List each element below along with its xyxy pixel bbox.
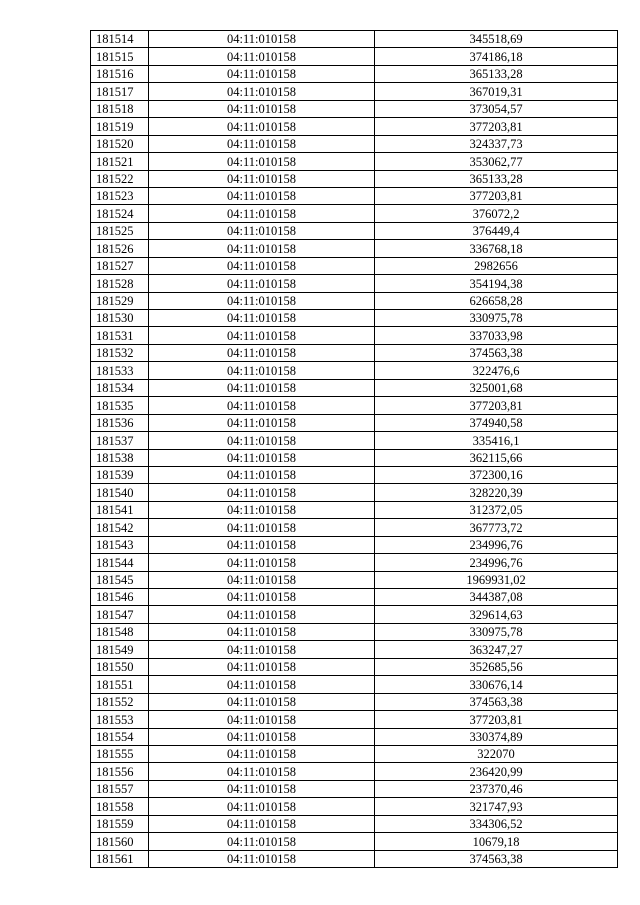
row-value-cell: 337033,98 — [375, 327, 618, 344]
row-code-cell: 04:11:010158 — [149, 519, 375, 536]
row-code-cell: 04:11:010158 — [149, 222, 375, 239]
row-id-cell: 181556 — [91, 763, 149, 780]
table-row — [91, 763, 618, 780]
table-row — [91, 257, 618, 274]
row-code-cell: 04:11:010158 — [149, 414, 375, 431]
row-id-cell: 181540 — [91, 484, 149, 501]
row-code-cell: 04:11:010158 — [149, 379, 375, 396]
table-row — [91, 815, 618, 832]
row-code-cell: 04:11:010158 — [149, 135, 375, 152]
row-code-cell: 04:11:010158 — [149, 31, 375, 48]
row-code-cell: 04:11:010158 — [149, 501, 375, 518]
row-code-cell: 04:11:010158 — [149, 65, 375, 82]
table-row — [91, 501, 618, 518]
row-value-cell: 374563,38 — [375, 344, 618, 361]
row-code-cell: 04:11:010158 — [149, 798, 375, 815]
row-value-cell: 374186,18 — [375, 48, 618, 65]
row-value-cell: 330975,78 — [375, 310, 618, 327]
row-value-cell: 365133,28 — [375, 170, 618, 187]
row-id-cell: 181539 — [91, 466, 149, 483]
row-value-cell: 363247,27 — [375, 641, 618, 658]
table-row — [91, 571, 618, 588]
table-row — [91, 240, 618, 257]
row-id-cell: 181545 — [91, 571, 149, 588]
row-id-cell: 181520 — [91, 135, 149, 152]
row-code-cell: 04:11:010158 — [149, 484, 375, 501]
row-code-cell: 04:11:010158 — [149, 449, 375, 466]
row-value-cell: 10679,18 — [375, 833, 618, 850]
row-code-cell: 04:11:010158 — [149, 676, 375, 693]
row-code-cell: 04:11:010158 — [149, 658, 375, 675]
row-code-cell: 04:11:010158 — [149, 571, 375, 588]
table-row — [91, 153, 618, 170]
table-row — [91, 344, 618, 361]
row-id-cell: 181546 — [91, 589, 149, 606]
table-row — [91, 205, 618, 222]
table-row — [91, 397, 618, 414]
row-code-cell: 04:11:010158 — [149, 83, 375, 100]
row-id-cell: 181517 — [91, 83, 149, 100]
row-code-cell: 04:11:010158 — [149, 257, 375, 274]
row-value-cell: 234996,76 — [375, 536, 618, 553]
row-code-cell: 04:11:010158 — [149, 362, 375, 379]
table-row — [91, 118, 618, 135]
table-row — [91, 292, 618, 309]
row-id-cell: 181558 — [91, 798, 149, 815]
row-value-cell: 374563,38 — [375, 850, 618, 867]
row-code-cell: 04:11:010158 — [149, 711, 375, 728]
row-code-cell: 04:11:010158 — [149, 641, 375, 658]
row-id-cell: 181535 — [91, 397, 149, 414]
row-value-cell: 330374,89 — [375, 728, 618, 745]
row-code-cell: 04:11:010158 — [149, 745, 375, 762]
table-row — [91, 745, 618, 762]
row-value-cell: 367773,72 — [375, 519, 618, 536]
row-code-cell: 04:11:010158 — [149, 693, 375, 710]
row-id-cell: 181521 — [91, 153, 149, 170]
row-code-cell: 04:11:010158 — [149, 606, 375, 623]
row-code-cell: 04:11:010158 — [149, 780, 375, 797]
row-code-cell: 04:11:010158 — [149, 118, 375, 135]
row-id-cell: 181552 — [91, 693, 149, 710]
row-code-cell: 04:11:010158 — [149, 327, 375, 344]
table-row — [91, 623, 618, 640]
row-value-cell: 321747,93 — [375, 798, 618, 815]
row-id-cell: 181524 — [91, 205, 149, 222]
row-value-cell: 330676,14 — [375, 676, 618, 693]
table-row — [91, 466, 618, 483]
row-value-cell: 336768,18 — [375, 240, 618, 257]
row-code-cell: 04:11:010158 — [149, 833, 375, 850]
row-code-cell: 04:11:010158 — [149, 589, 375, 606]
row-id-cell: 181514 — [91, 31, 149, 48]
row-value-cell: 372300,16 — [375, 466, 618, 483]
row-value-cell: 377203,81 — [375, 118, 618, 135]
row-id-cell: 181548 — [91, 623, 149, 640]
table-row — [91, 676, 618, 693]
row-id-cell: 181528 — [91, 275, 149, 292]
row-id-cell: 181553 — [91, 711, 149, 728]
row-code-cell: 04:11:010158 — [149, 292, 375, 309]
table-row — [91, 135, 618, 152]
row-id-cell: 181561 — [91, 850, 149, 867]
row-code-cell: 04:11:010158 — [149, 205, 375, 222]
row-value-cell: 376072,2 — [375, 205, 618, 222]
row-id-cell: 181529 — [91, 292, 149, 309]
table-row — [91, 83, 618, 100]
row-code-cell: 04:11:010158 — [149, 432, 375, 449]
row-code-cell: 04:11:010158 — [149, 815, 375, 832]
table-row — [91, 275, 618, 292]
row-id-cell: 181559 — [91, 815, 149, 832]
row-id-cell: 181538 — [91, 449, 149, 466]
table-row — [91, 711, 618, 728]
row-value-cell: 377203,81 — [375, 187, 618, 204]
row-code-cell: 04:11:010158 — [149, 466, 375, 483]
table-row — [91, 310, 618, 327]
row-id-cell: 181533 — [91, 362, 149, 379]
table-row — [91, 379, 618, 396]
table-row — [91, 554, 618, 571]
table-row — [91, 327, 618, 344]
row-id-cell: 181554 — [91, 728, 149, 745]
row-id-cell: 181534 — [91, 379, 149, 396]
table-row — [91, 589, 618, 606]
table-row — [91, 222, 618, 239]
row-value-cell: 325001,68 — [375, 379, 618, 396]
row-value-cell: 354194,38 — [375, 275, 618, 292]
row-id-cell: 181530 — [91, 310, 149, 327]
row-id-cell: 181531 — [91, 327, 149, 344]
row-code-cell: 04:11:010158 — [149, 397, 375, 414]
row-value-cell: 374940,58 — [375, 414, 618, 431]
row-value-cell: 352685,56 — [375, 658, 618, 675]
row-value-cell: 376449,4 — [375, 222, 618, 239]
row-id-cell: 181555 — [91, 745, 149, 762]
row-id-cell: 181544 — [91, 554, 149, 571]
row-id-cell: 181527 — [91, 257, 149, 274]
table-row — [91, 48, 618, 65]
row-value-cell: 362115,66 — [375, 449, 618, 466]
row-code-cell: 04:11:010158 — [149, 763, 375, 780]
row-id-cell: 181522 — [91, 170, 149, 187]
row-value-cell: 345518,69 — [375, 31, 618, 48]
table-row — [91, 65, 618, 82]
table-row — [91, 693, 618, 710]
row-id-cell: 181547 — [91, 606, 149, 623]
row-value-cell: 330975,78 — [375, 623, 618, 640]
table-row — [91, 484, 618, 501]
table-row — [91, 449, 618, 466]
table-row — [91, 432, 618, 449]
row-code-cell: 04:11:010158 — [149, 850, 375, 867]
row-value-cell: 626658,28 — [375, 292, 618, 309]
row-id-cell: 181526 — [91, 240, 149, 257]
row-id-cell: 181550 — [91, 658, 149, 675]
row-id-cell: 181518 — [91, 100, 149, 117]
row-value-cell: 377203,81 — [375, 711, 618, 728]
row-value-cell: 334306,52 — [375, 815, 618, 832]
row-id-cell: 181519 — [91, 118, 149, 135]
table-row — [91, 780, 618, 797]
row-id-cell: 181560 — [91, 833, 149, 850]
row-id-cell: 181523 — [91, 187, 149, 204]
table-row — [91, 798, 618, 815]
row-value-cell: 322476,6 — [375, 362, 618, 379]
row-code-cell: 04:11:010158 — [149, 554, 375, 571]
row-value-cell: 236420,99 — [375, 763, 618, 780]
row-value-cell: 367019,31 — [375, 83, 618, 100]
row-value-cell: 237370,46 — [375, 780, 618, 797]
row-value-cell: 324337,73 — [375, 135, 618, 152]
row-code-cell: 04:11:010158 — [149, 100, 375, 117]
row-value-cell: 328220,39 — [375, 484, 618, 501]
row-value-cell: 365133,28 — [375, 65, 618, 82]
row-code-cell: 04:11:010158 — [149, 153, 375, 170]
table-row — [91, 414, 618, 431]
row-id-cell: 181516 — [91, 65, 149, 82]
table-row — [91, 728, 618, 745]
table-row — [91, 519, 618, 536]
row-code-cell: 04:11:010158 — [149, 728, 375, 745]
table-row — [91, 170, 618, 187]
row-value-cell: 335416,1 — [375, 432, 618, 449]
table-row — [91, 606, 618, 623]
row-value-cell: 1969931,02 — [375, 571, 618, 588]
row-value-cell: 322070 — [375, 745, 618, 762]
table-row — [91, 658, 618, 675]
row-value-cell: 373054,57 — [375, 100, 618, 117]
table-row — [91, 100, 618, 117]
table-row — [91, 641, 618, 658]
row-code-cell: 04:11:010158 — [149, 275, 375, 292]
row-value-cell: 353062,77 — [375, 153, 618, 170]
table-row — [91, 850, 618, 867]
data-table — [90, 30, 618, 868]
row-id-cell: 181542 — [91, 519, 149, 536]
row-id-cell: 181551 — [91, 676, 149, 693]
row-code-cell: 04:11:010158 — [149, 48, 375, 65]
row-code-cell: 04:11:010158 — [149, 240, 375, 257]
row-code-cell: 04:11:010158 — [149, 344, 375, 361]
row-value-cell: 312372,05 — [375, 501, 618, 518]
row-code-cell: 04:11:010158 — [149, 187, 375, 204]
table-row — [91, 362, 618, 379]
row-value-cell: 2982656 — [375, 257, 618, 274]
row-value-cell: 377203,81 — [375, 397, 618, 414]
row-id-cell: 181532 — [91, 344, 149, 361]
table-row — [91, 187, 618, 204]
row-id-cell: 181515 — [91, 48, 149, 65]
row-value-cell: 234996,76 — [375, 554, 618, 571]
row-value-cell: 374563,38 — [375, 693, 618, 710]
row-code-cell: 04:11:010158 — [149, 623, 375, 640]
table-row — [91, 31, 618, 48]
row-id-cell: 181537 — [91, 432, 149, 449]
row-value-cell: 344387,08 — [375, 589, 618, 606]
table-body — [91, 31, 618, 868]
row-code-cell: 04:11:010158 — [149, 310, 375, 327]
table-row — [91, 833, 618, 850]
row-id-cell: 181549 — [91, 641, 149, 658]
row-value-cell: 329614,63 — [375, 606, 618, 623]
row-id-cell: 181536 — [91, 414, 149, 431]
table-row — [91, 536, 618, 553]
row-id-cell: 181543 — [91, 536, 149, 553]
row-id-cell: 181525 — [91, 222, 149, 239]
row-code-cell: 04:11:010158 — [149, 170, 375, 187]
row-id-cell: 181557 — [91, 780, 149, 797]
row-code-cell: 04:11:010158 — [149, 536, 375, 553]
row-id-cell: 181541 — [91, 501, 149, 518]
